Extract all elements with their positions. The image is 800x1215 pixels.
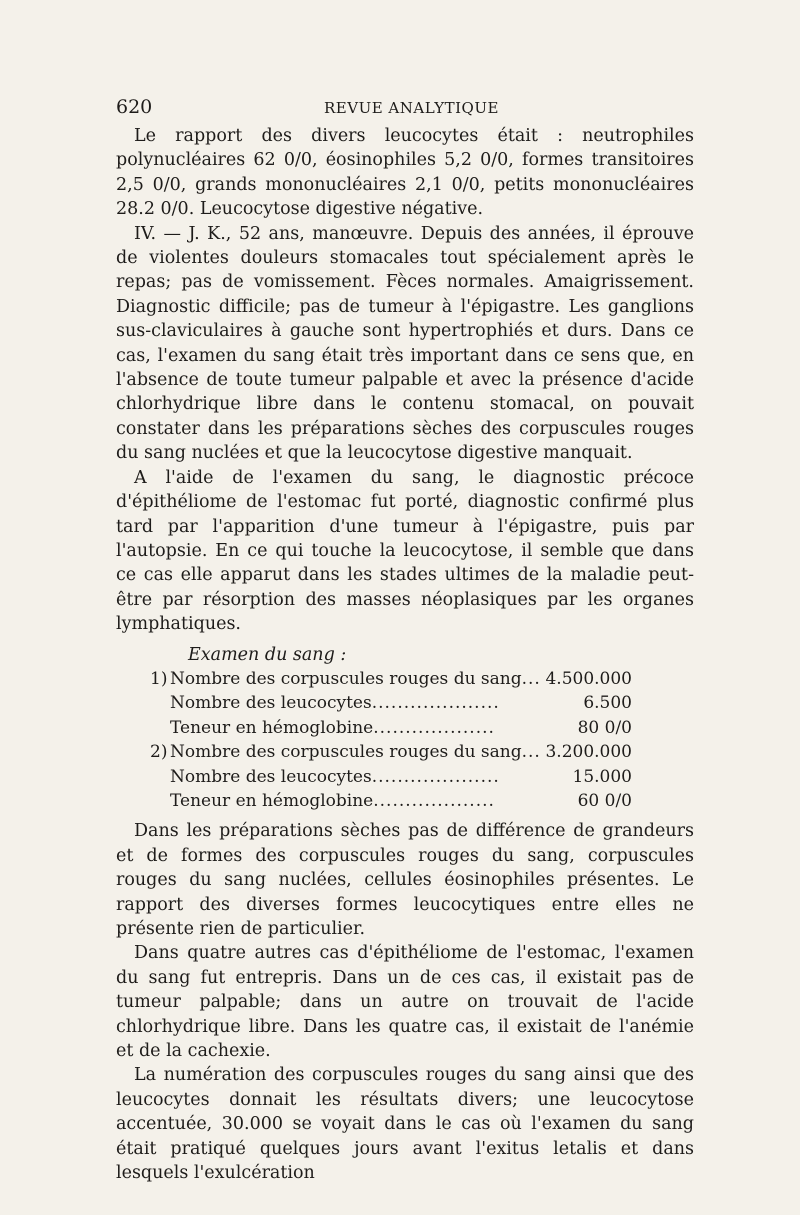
- paragraph: Dans quatre autres cas d'épithéliome de l'estomac, l'examen du sang fut entrepris. Dans un de ces cas, il existait pas de tumeur palpable; dans un autre on trouvait de l'acide chlorhydrique libre. Dans les quatre cas, il existait de l'anémie et de la cachexie.: [116, 943, 694, 1061]
- page-header: [116, 96, 694, 124]
- exam-row-value: 6.500: [583, 693, 632, 714]
- exam-row-leader: ...................: [373, 790, 495, 811]
- exam-row-text: Teneur en hémoglobine: [170, 790, 374, 811]
- exam-row: [116, 667, 694, 691]
- exam-row-leader: ....................: [371, 766, 500, 787]
- exam-row-text: Teneur en hémoglobine: [170, 717, 374, 738]
- exam-row-label: [150, 789, 530, 813]
- exam-row-text: Nombre des leucocytes: [170, 766, 372, 787]
- exam-row: [116, 716, 694, 740]
- exam-row-index: 2): [150, 742, 168, 763]
- exam-row: [116, 691, 694, 715]
- paragraph: IV. — J. K., 52 ans, manœuvre. Depuis des années, il éprouve de violentes douleurs stomacales tout spécialement après le repas; pas de vomissement. Fèces normales. Amaigrissement. Diagnostic difficile; pas de tumeur à l'épigastre. Les ganglions sus-claviculaires à gauche sont hypertrophiés et durs. Dans ce cas, l'examen du sang était très important dans ce sens que, en l'absence de toute tumeur palpable et avec la présence d'acide chlorhydrique libre dans le contenu stomacal, on pouvait constater dans les préparations sèches des corpuscules rouges du sang nuclées et que la leucocytose digestive manquait.: [116, 223, 694, 464]
- running-title: REVUE ANALYTIQUE: [324, 99, 499, 117]
- exam-row-value: 80 0/0: [577, 717, 632, 738]
- exam-row-value: 60 0/0: [577, 790, 632, 811]
- exam-row-value: 15.000: [572, 766, 632, 787]
- exam-heading: Examen du sang :: [188, 644, 347, 665]
- exam-row-value: 3.200.000: [545, 742, 632, 763]
- exam-row: [116, 765, 694, 789]
- page-number: 620: [116, 96, 153, 118]
- page-content: [116, 124, 694, 1185]
- exam-row-leader: ...................: [373, 717, 495, 738]
- exam-row-label: [150, 716, 530, 740]
- paragraph: Dans les préparations sèches pas de différence de grandeurs et de formes des corpuscules rouges du sang, corpuscules rouges du sang nuclées, cellules éosinophiles présentes. Le rapport des diverses formes leucocytiques entre elles ne présente rien de particulier.: [116, 821, 694, 939]
- exam-row-text: Nombre des corpuscules rouges du sang: [170, 668, 522, 689]
- exam-table: [116, 667, 694, 813]
- paragraph: La numération des corpuscules rouges du sang ainsi que des leucocytes donnait les résultats divers; une leucocytose accentuée, 30.000 se voyait dans le cas où l'examen du sang était pratiqué quelques jours avant l'exitus letalis et dans lesquels l'exulcération: [116, 1065, 694, 1183]
- paragraph: Le rapport des divers leucocytes était : neutrophiles polynucléaires 62 0/0, éosinophiles 5,2 0/0, formes transitoires 2,5 0/0, grands mononucléaires 2,1 0/0, petits mononucléaires 28.2 0/0. Leucocytose digestive négative.: [116, 126, 694, 220]
- exam-row-leader: ...: [521, 742, 541, 763]
- paragraph: A l'aide de l'examen du sang, le diagnostic précoce d'épithéliome de l'estomac fut porté, diagnostic confirmé plus tard par l'apparition d'une tumeur à l'épigastre, puis par l'autopsie. En ce qui touche la leucocytose, il semble que dans ce cas elle apparut dans les stades ultimes de la maladie peut-être par résorption des masses néoplasiques par les organes lymphatiques.: [116, 467, 694, 635]
- exam-row: [116, 789, 694, 813]
- exam-row-text: Nombre des corpuscules rouges du sang: [170, 742, 522, 763]
- exam-row-label: [150, 667, 541, 691]
- exam-row-label: [150, 691, 530, 715]
- exam-row-leader: ....................: [371, 693, 500, 714]
- exam-row: [116, 740, 694, 764]
- exam-row-index: 1): [150, 668, 168, 689]
- exam-row-text: Nombre des leucocytes: [170, 693, 372, 714]
- exam-row-leader: ...: [521, 668, 541, 689]
- exam-row-value: 4.500.000: [545, 668, 632, 689]
- exam-row-label: [150, 765, 530, 789]
- exam-row-label: [150, 740, 541, 764]
